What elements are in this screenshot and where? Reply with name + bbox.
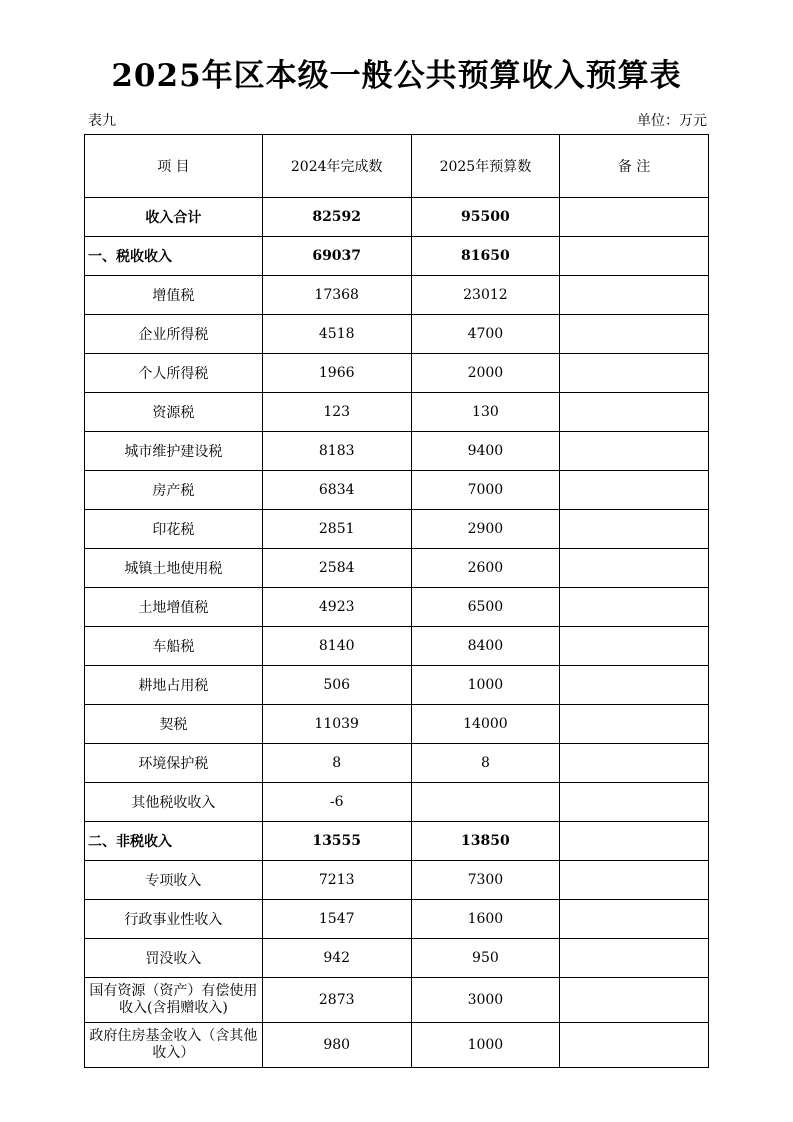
table-header-row: [85, 135, 709, 198]
row-note: [560, 510, 709, 549]
row-2025: 950: [411, 939, 560, 978]
row-2024: 7213: [262, 861, 411, 900]
row-2025: 1000: [411, 1023, 560, 1068]
budget-table: [84, 134, 709, 1068]
row-note: [560, 705, 709, 744]
row-2024: 8183: [262, 432, 411, 471]
row-item: 其他税收收入: [85, 783, 263, 822]
row-note: [560, 393, 709, 432]
row-2025: 7300: [411, 861, 560, 900]
row-note: [560, 1023, 709, 1068]
row-2025: 1000: [411, 666, 560, 705]
table-row: [85, 588, 709, 627]
row-item: 企业所得税: [85, 315, 263, 354]
row-item: 行政事业性收入: [85, 900, 263, 939]
row-item: 契税: [85, 705, 263, 744]
row-item: 增值税: [85, 276, 263, 315]
row-item: 收入合计: [85, 198, 263, 237]
row-item: 环境保护税: [85, 744, 263, 783]
row-2024: 1547: [262, 900, 411, 939]
table-number: 表九: [88, 113, 116, 129]
table-row: [85, 510, 709, 549]
row-2024: 13555: [262, 822, 411, 861]
table-row: [85, 783, 709, 822]
row-2025: 14000: [411, 705, 560, 744]
row-2025: 23012: [411, 276, 560, 315]
header-2024-actual: 2024年完成数: [262, 135, 411, 198]
row-2025: 4700: [411, 315, 560, 354]
row-item: 耕地占用税: [85, 666, 263, 705]
row-2024: 2851: [262, 510, 411, 549]
table-row: [85, 861, 709, 900]
row-2025: 9400: [411, 432, 560, 471]
table-row: [85, 549, 709, 588]
row-item: 国有资源（资产）有偿使用收入(含捐赠收入): [85, 978, 263, 1023]
row-note: [560, 666, 709, 705]
row-item: 土地增值税: [85, 588, 263, 627]
row-item: 印花税: [85, 510, 263, 549]
row-2025: 1600: [411, 900, 560, 939]
row-2025: 95500: [411, 198, 560, 237]
row-2024: 4923: [262, 588, 411, 627]
table-row: [85, 276, 709, 315]
row-item: 专项收入: [85, 861, 263, 900]
table-row: [85, 237, 709, 276]
row-item: 罚没收入: [85, 939, 263, 978]
row-2024: 2873: [262, 978, 411, 1023]
row-2025: 8: [411, 744, 560, 783]
row-note: [560, 276, 709, 315]
row-2024: 506: [262, 666, 411, 705]
row-2024: 8: [262, 744, 411, 783]
row-2025: 8400: [411, 627, 560, 666]
table-row: [85, 354, 709, 393]
row-2024: 17368: [262, 276, 411, 315]
table-row: [85, 315, 709, 354]
row-item: 个人所得税: [85, 354, 263, 393]
row-2024: 8140: [262, 627, 411, 666]
row-note: [560, 588, 709, 627]
row-2024: 123: [262, 393, 411, 432]
table-row: [85, 744, 709, 783]
row-note: [560, 471, 709, 510]
row-2025: 2900: [411, 510, 560, 549]
row-item: 城市维护建设税: [85, 432, 263, 471]
row-2024: 82592: [262, 198, 411, 237]
table-row: [85, 705, 709, 744]
row-2024: -6: [262, 783, 411, 822]
table-row: [85, 627, 709, 666]
row-2024: 4518: [262, 315, 411, 354]
row-2024: 980: [262, 1023, 411, 1068]
row-2025: 7000: [411, 471, 560, 510]
unit-label: 单位：万元: [637, 113, 707, 129]
row-note: [560, 744, 709, 783]
row-note: [560, 939, 709, 978]
row-item: 政府住房基金收入（含其他收入）: [85, 1023, 263, 1068]
table-row: [85, 900, 709, 939]
row-note: [560, 549, 709, 588]
row-item: 城镇土地使用税: [85, 549, 263, 588]
row-2024: 11039: [262, 705, 411, 744]
table-row: [85, 939, 709, 978]
row-note: [560, 354, 709, 393]
row-2024: 942: [262, 939, 411, 978]
row-2025: 2000: [411, 354, 560, 393]
row-2024: 1966: [262, 354, 411, 393]
row-note: [560, 822, 709, 861]
row-2025: 3000: [411, 978, 560, 1023]
row-item: 房产税: [85, 471, 263, 510]
table-row: [85, 1023, 709, 1068]
row-note: [560, 432, 709, 471]
header-note: 备 注: [560, 135, 709, 198]
row-2024: 2584: [262, 549, 411, 588]
row-note: [560, 978, 709, 1023]
row-2024: 69037: [262, 237, 411, 276]
table-row: [85, 666, 709, 705]
row-item: 一、税收收入: [85, 237, 263, 276]
table-row: [85, 978, 709, 1023]
row-2025: 130: [411, 393, 560, 432]
row-2025: [411, 783, 560, 822]
row-2025: 2600: [411, 549, 560, 588]
row-2025: 13850: [411, 822, 560, 861]
row-note: [560, 900, 709, 939]
row-note: [560, 315, 709, 354]
table-row: [85, 471, 709, 510]
page-title: 2025年区本级一般公共预算收入预算表: [111, 58, 682, 94]
row-note: [560, 198, 709, 237]
row-2024: 6834: [262, 471, 411, 510]
row-note: [560, 783, 709, 822]
row-note: [560, 627, 709, 666]
row-item: 二、非税收入: [85, 822, 263, 861]
header-2025-budget: 2025年预算数: [411, 135, 560, 198]
row-2025: 81650: [411, 237, 560, 276]
row-2025: 6500: [411, 588, 560, 627]
row-note: [560, 237, 709, 276]
table-row: [85, 432, 709, 471]
row-item: 车船税: [85, 627, 263, 666]
header-item: 项 目: [85, 135, 263, 198]
table-row: [85, 198, 709, 237]
row-note: [560, 861, 709, 900]
table-row: [85, 822, 709, 861]
table-row: [85, 393, 709, 432]
row-item: 资源税: [85, 393, 263, 432]
